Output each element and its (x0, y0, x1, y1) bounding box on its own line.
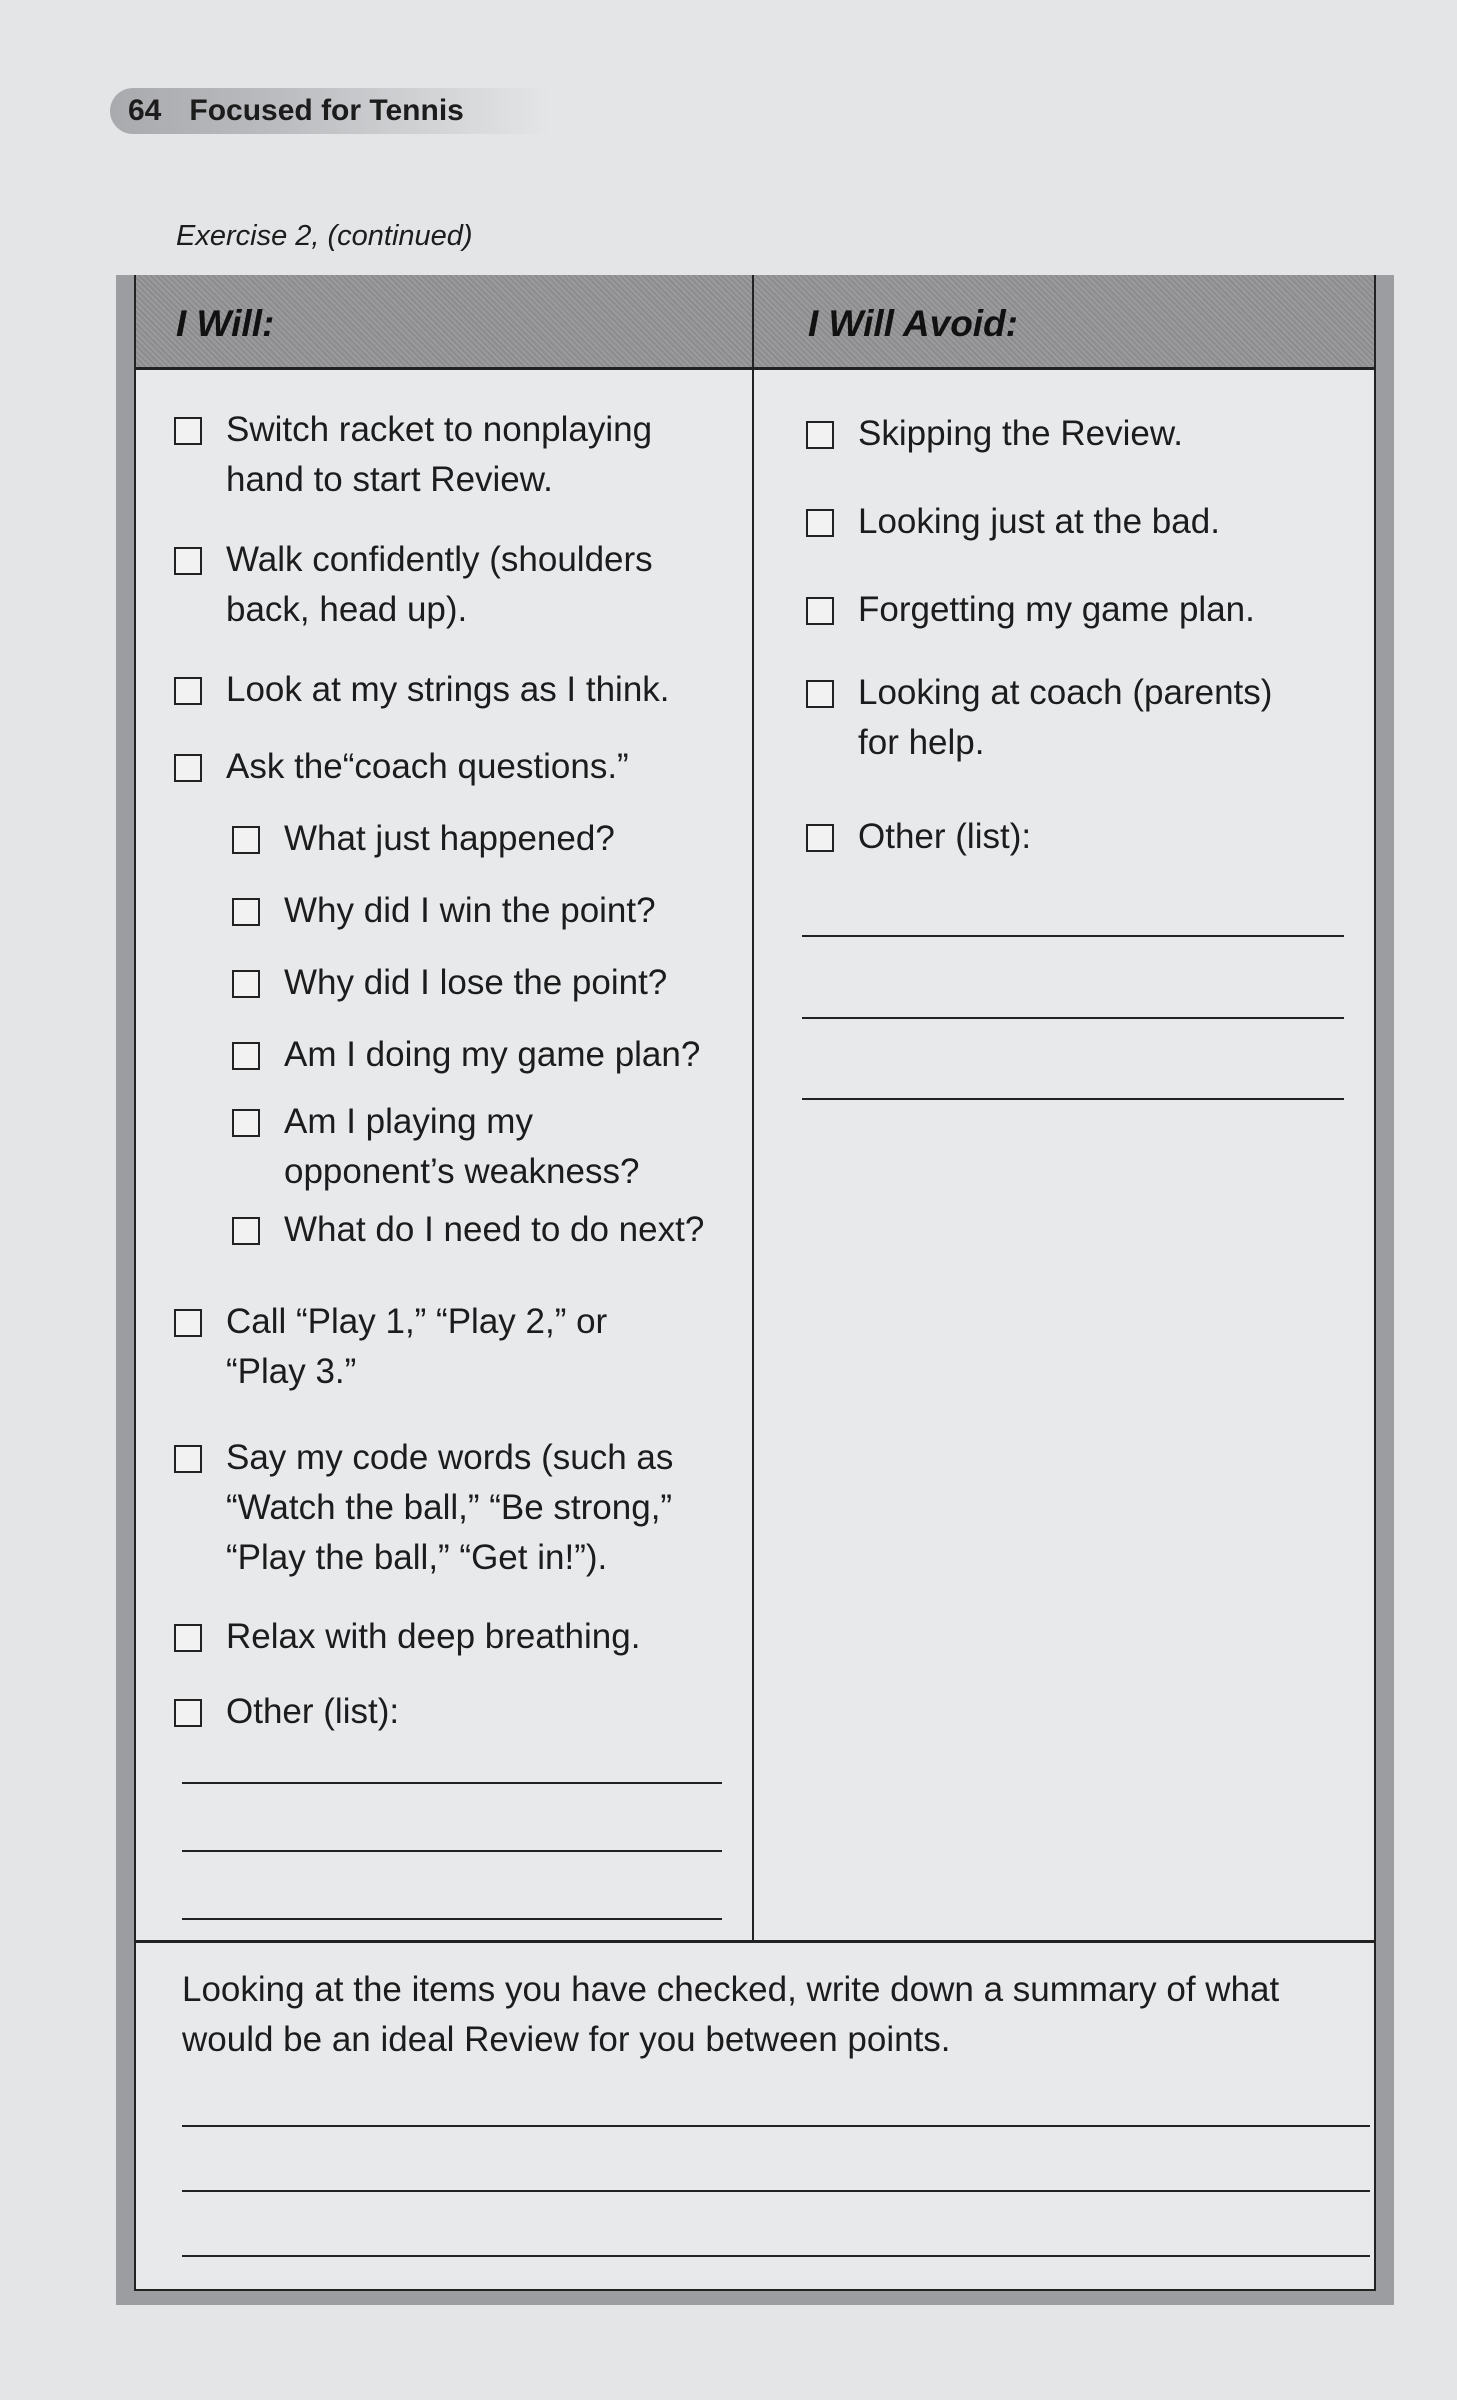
avoid-item[interactable] (806, 497, 1220, 547)
checkbox[interactable] (174, 677, 202, 705)
book-title: Focused for Tennis (189, 94, 464, 127)
checkbox[interactable] (174, 754, 202, 782)
worksheet-table (116, 275, 1394, 2305)
checkbox[interactable] (232, 826, 260, 854)
will-column-header: I Will: (176, 303, 275, 344)
coach-question-item[interactable] (232, 1097, 639, 1197)
exercise-caption: Exercise 2, (continued) (176, 220, 473, 252)
coach-question-item[interactable] (232, 1030, 700, 1080)
will-item-label: Say my code words (such as “Watch the ball,” “Be strong,” “Play the ball,” “Get in!”). (226, 1438, 674, 1577)
will-item[interactable] (174, 742, 629, 792)
will-item[interactable] (174, 535, 653, 635)
will-item[interactable] (174, 405, 652, 505)
will-item[interactable] (174, 1687, 399, 1737)
checkbox[interactable] (232, 1042, 260, 1070)
write-in-line[interactable] (802, 1098, 1344, 1100)
coach-question-label: Why did I win the point? (284, 891, 656, 930)
coach-question-label: Why did I lose the point? (284, 963, 668, 1002)
will-item-label: Call “Play 1,” “Play 2,” or “Play 3.” (226, 1302, 608, 1391)
checkbox[interactable] (174, 547, 202, 575)
coach-question-item[interactable] (232, 958, 667, 1008)
write-in-line[interactable] (182, 1782, 722, 1784)
checkbox[interactable] (174, 1309, 202, 1337)
checkbox[interactable] (806, 824, 834, 852)
checkbox[interactable] (174, 417, 202, 445)
write-in-line[interactable] (802, 1017, 1344, 1019)
checkbox[interactable] (174, 1624, 202, 1652)
will-item-label: Walk confidently (shoulders back, head up). (226, 540, 653, 629)
checkbox[interactable] (806, 421, 834, 449)
will-item[interactable] (174, 665, 670, 715)
avoid-item-label: Looking at coach (parents) for help. (858, 673, 1273, 762)
column-divider (752, 275, 754, 1940)
checkbox[interactable] (232, 898, 260, 926)
page-header (110, 88, 550, 134)
summary-write-line[interactable] (182, 2190, 1370, 2192)
page-number: 64 (128, 94, 162, 127)
checkbox[interactable] (232, 1109, 260, 1137)
summary-write-line[interactable] (182, 2125, 1370, 2127)
avoid-item-label: Other (list): (858, 817, 1032, 856)
will-item[interactable] (174, 1612, 640, 1662)
will-item[interactable] (174, 1297, 607, 1397)
coach-question-item[interactable] (232, 814, 615, 864)
write-in-line[interactable] (182, 1850, 722, 1852)
checkbox[interactable] (232, 1217, 260, 1245)
avoid-item-label: Looking just at the bad. (858, 502, 1220, 541)
coach-question-label: Am I doing my game plan? (284, 1035, 701, 1074)
checkbox[interactable] (806, 597, 834, 625)
avoid-item[interactable] (806, 409, 1183, 459)
table-header-row (136, 275, 1374, 370)
will-item-label: Ask the“coach questions.” (226, 747, 629, 786)
avoid-item-label: Skipping the Review. (858, 414, 1183, 453)
checkbox[interactable] (806, 680, 834, 708)
will-item[interactable] (174, 1433, 673, 1583)
avoid-item[interactable] (806, 812, 1031, 862)
checkbox[interactable] (232, 970, 260, 998)
avoid-column-header: I Will Avoid: (808, 303, 1019, 344)
checkbox[interactable] (174, 1699, 202, 1727)
will-item-label: Relax with deep breathing. (226, 1617, 641, 1656)
summary-write-line[interactable] (182, 2255, 1370, 2257)
will-item-label: Switch racket to nonplaying hand to start Review. (226, 410, 653, 499)
checkbox[interactable] (174, 1445, 202, 1473)
avoid-item[interactable] (806, 668, 1272, 768)
coach-question-item[interactable] (232, 886, 656, 936)
coach-question-label: What just happened? (284, 819, 615, 858)
summary-divider (136, 1940, 1374, 1943)
will-item-label: Other (list): (226, 1692, 400, 1731)
write-in-line[interactable] (802, 935, 1344, 937)
coach-question-label: Am I playing my opponent’s weakness? (284, 1102, 640, 1191)
checkbox[interactable] (806, 509, 834, 537)
coach-question-label: What do I need to do next? (284, 1210, 705, 1249)
summary-prompt: Looking at the items you have checked, write down a summary of what would be an ideal Review for you between points. (182, 1970, 1280, 2059)
coach-question-item[interactable] (232, 1205, 704, 1255)
write-in-line[interactable] (182, 1918, 722, 1920)
avoid-item-label: Forgetting my game plan. (858, 590, 1255, 629)
worksheet-table-body (134, 275, 1376, 2291)
will-item-label: Look at my strings as I think. (226, 670, 670, 709)
avoid-item[interactable] (806, 585, 1255, 635)
